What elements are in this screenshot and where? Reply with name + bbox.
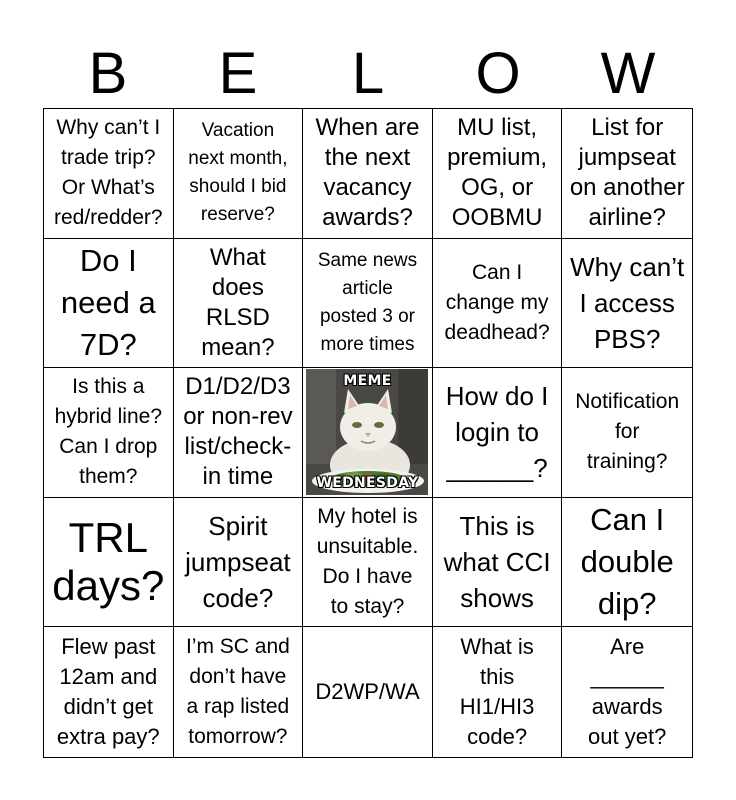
cell-text: My hotel is unsuitable. Do I have to stay? [316, 505, 419, 619]
meme-caption-top: MEME [343, 373, 392, 390]
bingo-cell[interactable] [303, 109, 433, 239]
header-letter-w: W [600, 41, 656, 106]
cell-text: Do I need a 7D? [60, 242, 156, 362]
bingo-cell[interactable] [433, 239, 563, 369]
bingo-cell[interactable] [174, 627, 304, 757]
bingo-cell[interactable] [44, 239, 174, 369]
cell-text: Is this a hybrid line? Can I drop them? [54, 375, 162, 489]
cell-text: I’m SC and don’t have a rap listed tomorrow? [185, 635, 290, 749]
bingo-cell[interactable] [44, 627, 174, 757]
meme-caption-bottom: WEDNESDAY [316, 475, 419, 492]
header-letter-b: B [88, 41, 128, 106]
bingo-cell[interactable] [562, 368, 692, 498]
bingo-cell[interactable] [562, 239, 692, 369]
cell-text: Same news article posted 3 or more times [317, 249, 418, 355]
cell-text: Can I double dip? [580, 502, 674, 622]
bingo-cell[interactable] [44, 498, 174, 628]
bingo-cell[interactable] [433, 627, 563, 757]
cell-text: List for jumpseat on another airline? [569, 114, 685, 232]
cell-text: Notification for training? [575, 390, 680, 474]
bingo-cell[interactable] [433, 498, 563, 628]
cell-text: Vacation next month, should I bid reserve? [188, 120, 288, 226]
cell-text: TRL days? [52, 514, 165, 610]
cell-text: Are ______ awards out yet? [588, 634, 667, 750]
bingo-cell[interactable] [303, 239, 433, 369]
bingo-cell[interactable] [174, 368, 304, 498]
bingo-cell[interactable] [174, 239, 304, 369]
bingo-cell[interactable] [433, 368, 563, 498]
bingo-cell[interactable] [44, 368, 174, 498]
bingo-cell[interactable] [433, 109, 563, 239]
meme-image [306, 369, 428, 495]
bingo-cell[interactable] [562, 498, 692, 628]
bingo-cell[interactable] [303, 627, 433, 757]
bingo-grid [43, 108, 693, 758]
cell-text: MU list, premium, OG, or OOBMU [447, 114, 548, 232]
header-letter-l: L [351, 41, 385, 106]
cell-text: What does RLSD mean? [201, 243, 275, 361]
cell-text: Flew past 12am and didn’t get extra pay? [56, 634, 160, 750]
cell-text: What is this HI1/HI3 code? [459, 634, 535, 750]
bingo-cell[interactable] [174, 109, 304, 239]
bingo-cell[interactable] [562, 627, 692, 757]
cell-text: How do I login to ______? [445, 381, 549, 484]
bingo-cell[interactable] [303, 498, 433, 628]
cell-text: Why can’t I trade trip? Or What’s red/redder? [54, 116, 163, 230]
cell-text: Spirit jumpseat code? [185, 511, 291, 614]
cell-text: Why can’t I access PBS? [570, 251, 685, 354]
free-space-cell[interactable] [303, 368, 433, 498]
cell-text: D1/D2/D3 or non-rev list/check- in time [183, 373, 293, 491]
cell-text: D2WP/WA [315, 679, 420, 705]
cell-text: Can I change my deadhead? [444, 260, 550, 344]
bingo-cell[interactable] [562, 109, 692, 239]
bingo-cell[interactable] [44, 109, 174, 239]
cell-text: When are the next vacancy awards? [315, 114, 420, 232]
bingo-header [43, 40, 693, 108]
header-letter-o: O [475, 41, 521, 106]
cell-text: This is what CCI shows [443, 511, 551, 614]
bingo-cell[interactable] [174, 498, 304, 628]
header-letter-e: E [218, 41, 258, 106]
